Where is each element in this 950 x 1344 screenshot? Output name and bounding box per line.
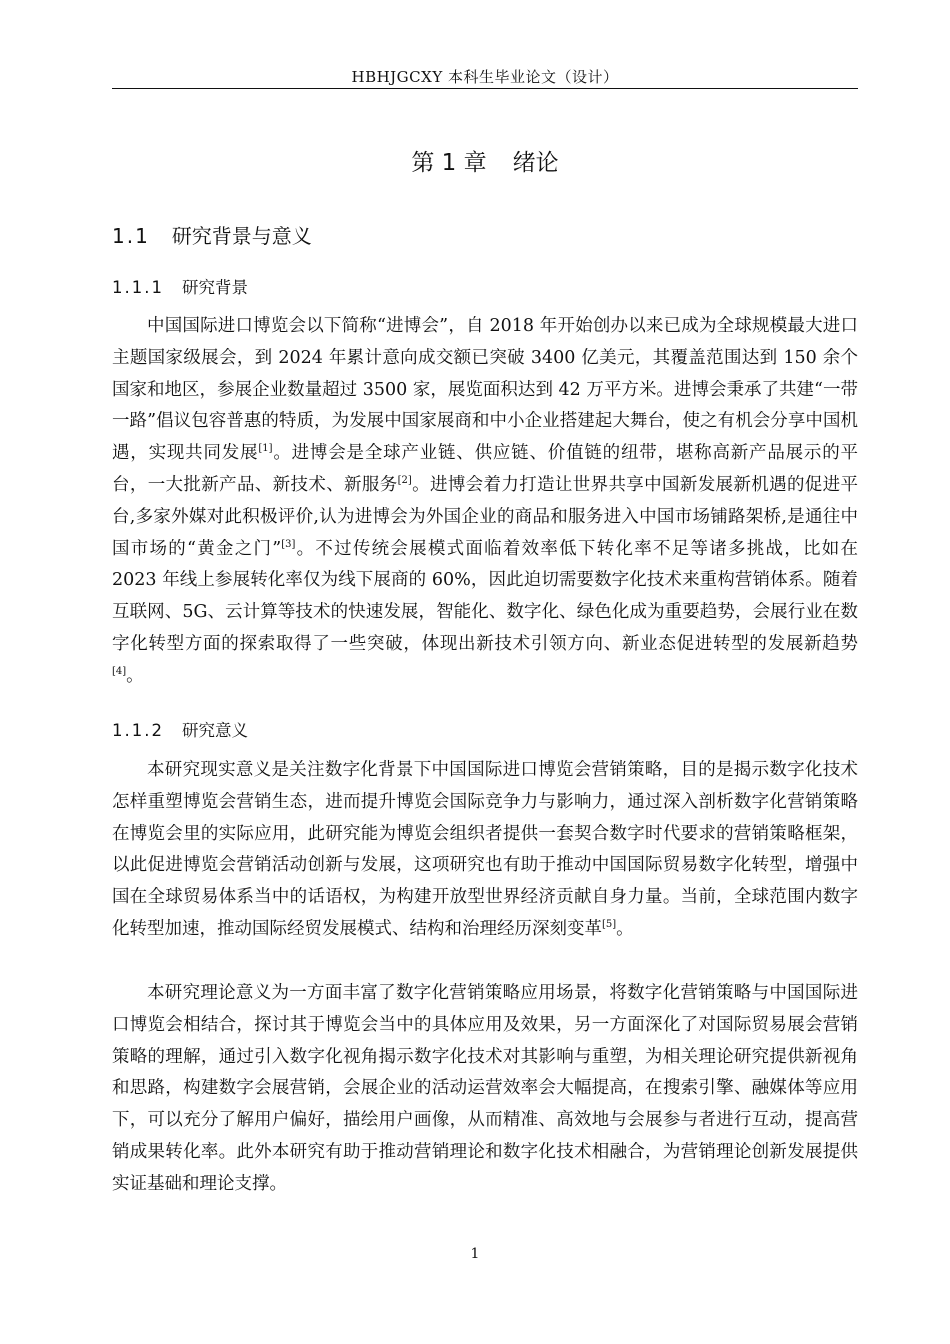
section-title: 研究意义 — [181, 721, 248, 740]
section-heading-1-1-2 — [112, 717, 248, 741]
citation: [2] — [397, 475, 412, 487]
text-run: 。进博会着力打造让世界共享中国新发展新机遇的促进平台,多家外媒对此积极评价,认为进博会为外国企业的商品和服务进入中国市场铺路架桥,是通往中国市场的“黄金之门” — [112, 474, 859, 559]
citation: [3] — [281, 538, 296, 550]
paragraph-significance-theoretical: 本研究理论意义为一方面丰富了数字化营销策略应用场景，将数字化营销策略与中国国际进口博览会相结合，探讨其于博览会当中的具体应用及效果，另一方面深化了对国际贸易展会营销策略的理解，通过引入数字化视角揭示数字化技术对其影响与重塑，为相关理论研究提供新视角和思路，构建数字会展营销，会展企业的活动运营效率会大幅提高，在搜索引擎、融媒体等应用下，可以充分了解用户偏好，描绘用户画像，从而精准、高效地与会展参与者进行互动，提高营销成果转化率。此外本研究有助于推动营销理论和数字化技术相融合，为营销理论创新发展提供实证基础和理论支撑。 — [112, 983, 858, 1194]
chapter-title — [112, 144, 858, 177]
text-run: 。 — [616, 918, 634, 939]
text-run: 中国国际进口博览会以下简称“进博会”，自 2018 年开始创办以来已成为全球规模最大进口主题国家级展会，到 2024 年累计意向成交额已突破 3400 亿美元，其覆盖范围达到 150 余个国家和地区，参展企业数量超过 3500 家，展览面积达到 42 万平方米。进博会秉承了共建“一带一路”倡议包容普惠的特质，为发展中国家展商和中小企业搭建起大舞台，使之有机会分享中国机遇，实现共同发展 — [112, 316, 858, 464]
citation: [4] — [112, 665, 127, 677]
paragraph-background — [112, 311, 858, 693]
citation: [5] — [602, 919, 617, 931]
paragraph-significance-practical — [112, 755, 858, 946]
citation: [1] — [258, 443, 273, 455]
text-run: 。进博会是全球产业链、供应链、价值链的纽带，堪称高新产品展示的平台，一大批新产品、新技术、新服务 — [112, 443, 859, 495]
text-run: 。不过传统会展模式面临着效率低下转化率不足等诸多挑战，比如在 2023 年线上参展转化率仅为线下展商的 60%，因此迫切需要数字化技术来重构营销体系。随着互联网、5G、云计算等技术的快速发展，智能化、数字化、绿色化成为重要趋势，会展行业在数字化转型方面的探索取得了一些突破，体现出新技术引领方向、新业态促进转型的发展新趋势 — [112, 538, 858, 654]
chapter-number: 第 1 章 — [411, 150, 487, 176]
section-heading-1-1-1 — [112, 274, 248, 298]
section-number: 1.1.1 — [112, 278, 164, 297]
section-title: 研究背景 — [181, 278, 248, 297]
running-header: HBHJGCXY 本科生毕业论文（设计） — [351, 68, 619, 86]
section-number: 1.1.2 — [112, 721, 164, 740]
header-divider — [112, 88, 858, 89]
chapter-name: 绪论 — [512, 150, 559, 176]
text-run: 本研究现实意义是关注数字化背景下中国国际进口博览会营销策略，目的是揭示数字化技术怎样重塑博览会营销生态，进而提升博览会国际竞争力与影响力，通过深入剖析数字化营销策略在博览会里的实际应用，此研究能为博览会组织者提供一套契合数字时代要求的营销策略框架，以此促进博览会营销活动创新与发展，这项研究也有助于推动中国国际贸易数字化转型，增强中国在全球贸易体系当中的话语权，为构建开放型世界经济贡献自身力量。当前，全球范围内数字化转型加速，推动国际经贸发展模式、结构和治理经历深刻变革 — [112, 760, 858, 939]
text-run: 。 — [126, 665, 144, 686]
page-number: 1 — [470, 1246, 480, 1262]
section-number: 1.1 — [112, 224, 150, 248]
section-heading-1-1 — [112, 220, 312, 249]
section-title: 研究背景与意义 — [171, 224, 312, 248]
